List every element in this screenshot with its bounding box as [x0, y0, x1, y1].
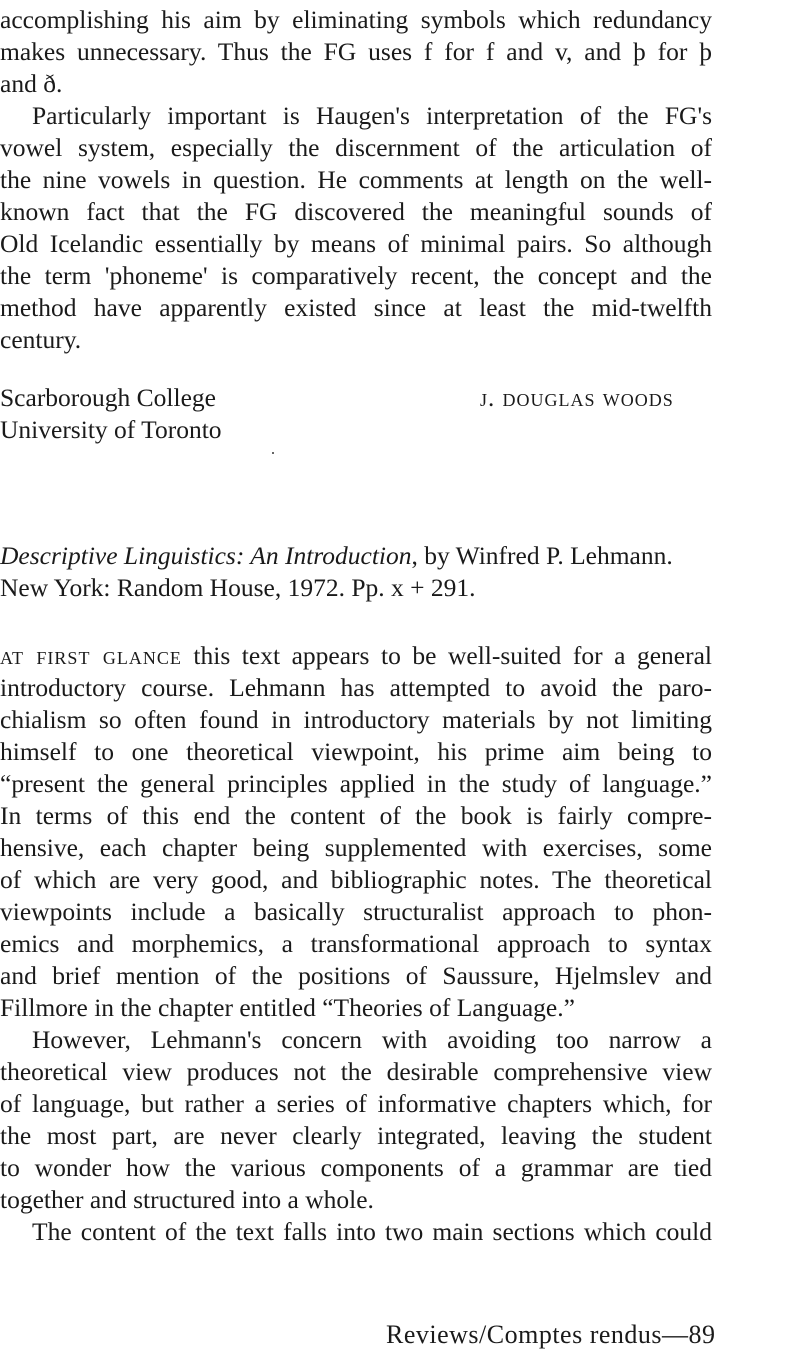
para2-line: Old Icelandic essentially by means of minimal pairs. So although — [0, 229, 712, 258]
para2-line: vowel system, especially the discernment of the articulation of — [0, 133, 712, 162]
signature-author: j. douglas woods — [480, 385, 674, 412]
review-heading-title-line — [0, 540, 800, 572]
para1-line: accomplishing his aim by eliminating symbols which redundancy — [0, 5, 712, 34]
speck — [272, 452, 274, 454]
para4-line: together and structured into a whole. — [0, 1185, 374, 1214]
para2-line: known fact that the FG discovered the meaningful sounds of — [0, 197, 712, 226]
para3-line: viewpoints include a basically structuralist approach to phon- — [0, 897, 712, 926]
para3-line: chialism so often found in introductory materials by not limiting — [0, 705, 712, 734]
running-footer: Reviews/Comptes rendus—89 — [386, 1320, 716, 1349]
para3-line: of which are very good, and bibliographic notes. The theoretical — [0, 865, 712, 894]
book-byline: , by Winfred P. Lehmann. — [411, 541, 673, 570]
para4-line: to wonder how the various components of a grammar are tied — [0, 1153, 712, 1182]
para2-line: century. — [0, 325, 82, 354]
para3-line: and brief mention of the positions of Saussure, Hjelmslev and — [0, 961, 712, 990]
para3-line: introductory course. Lehmann has attempted to avoid the paro- — [0, 673, 712, 702]
para3-line: Fillmore in the chapter entitled “Theories of Language.” — [0, 993, 575, 1022]
para3-line: emics and morphemics, a transformational approach to syntax — [0, 929, 712, 958]
para2-line: the term 'phoneme' is comparatively recent, the concept and the — [0, 261, 712, 290]
para1-line — [0, 36, 712, 68]
para5-line: The content of the text falls into two main sections which could — [32, 1217, 712, 1246]
para3-line: In terms of this end the content of the book is fairly compre- — [0, 801, 712, 830]
para3-line-text: this text appears to be well-suited for a general — [181, 641, 712, 670]
para2-line: Particularly important is Haugen's interpretation of the FG's — [32, 101, 712, 130]
para3-line: hensive, each chapter being supplemented with exercises, some — [0, 833, 712, 862]
para3-line: himself to one theoretical viewpoint, his prime aim being to — [0, 737, 712, 766]
book-title: Descriptive Linguistics: An Introduction — [0, 541, 412, 570]
signature-affiliation-2: University of Toronto — [0, 415, 222, 444]
para4-line: However, Lehmann's concern with avoiding too narrow a — [32, 1025, 712, 1054]
para3-line — [0, 640, 712, 673]
para1-line-text: makes unnecessary. Thus the FG uses f for f and v, and þ for þ — [0, 37, 712, 66]
para2-line: method have apparently existed since at least the mid-twelfth — [0, 293, 712, 322]
para2-line: the nine vowels in question. He comments at length on the well- — [0, 165, 712, 194]
para4-line: theoretical view produces not the desirable comprehensive view — [0, 1057, 712, 1086]
review-publication: New York: Random House, 1972. Pp. x + 291. — [0, 573, 476, 602]
opening-smallcaps: at first glance — [0, 643, 182, 670]
para4-line: the most part, are never clearly integrated, leaving the student — [0, 1121, 712, 1150]
para3-line: “present the general principles applied in the study of language.” — [0, 769, 712, 798]
para1-line: and ð. — [0, 69, 63, 98]
signature-affiliation-1: Scarborough College — [0, 383, 216, 412]
para4-line: of language, but rather a series of informative chapters which, for — [0, 1089, 712, 1118]
